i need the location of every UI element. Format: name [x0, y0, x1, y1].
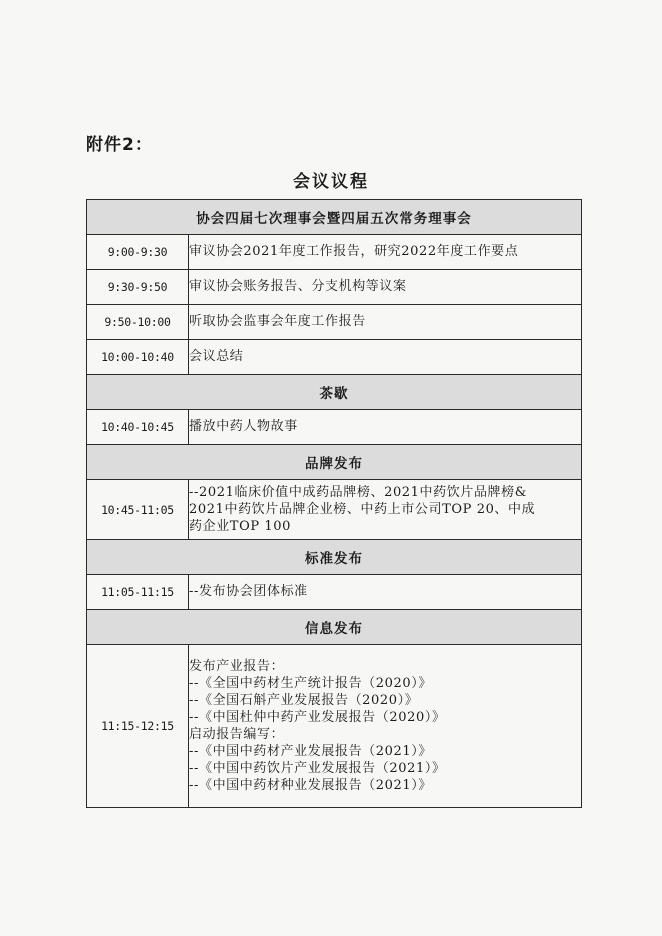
content-cell: 审议协会账务报告、分支机构等议案 — [189, 270, 582, 305]
time-cell: 9:50-10:00 — [87, 305, 189, 340]
content-line: 发布产业报告： — [189, 659, 285, 674]
agenda-row — [87, 480, 582, 540]
agenda-row — [87, 235, 582, 270]
content-line: 2021中药饮片品牌企业榜、中药上市公司TOP 20、中成 — [189, 502, 536, 517]
time-cell: 10:00-10:40 — [87, 340, 189, 375]
agenda-row — [87, 340, 582, 375]
time-cell: 11:15-12:15 — [87, 645, 189, 808]
content-line: --《中国杜仲中药产业发展报告（2020）》 — [189, 710, 446, 725]
agenda-row — [87, 270, 582, 305]
content-line: --《全国石斛产业发展报告（2020）》 — [189, 693, 419, 708]
content-line: --《中国中药饮片产业发展报告（2021）》 — [189, 761, 446, 776]
agenda-row — [87, 645, 582, 808]
section-row — [87, 375, 582, 410]
section-header-brand: 品牌发布 — [87, 445, 582, 480]
attachment-label: 附件2： — [86, 135, 153, 155]
agenda-row — [87, 575, 582, 610]
content-line: 药企业TOP 100 — [189, 519, 292, 534]
section-row — [87, 540, 582, 575]
time-cell: 9:00-9:30 — [87, 235, 189, 270]
page-title: 会议议程 — [293, 172, 369, 192]
agenda-table — [86, 199, 582, 808]
content-cell: 播放中药人物故事 — [189, 410, 582, 445]
section-header-main: 协会四届七次理事会暨四届五次常务理事会 — [87, 200, 582, 235]
section-row — [87, 610, 582, 645]
content-cell — [189, 645, 582, 808]
content-line: --《全国中药材生产统计报告（2020）》 — [189, 676, 432, 691]
content-cell — [189, 480, 582, 540]
time-cell: 9:30-9:50 — [87, 270, 189, 305]
time-cell: 10:45-11:05 — [87, 480, 189, 540]
section-header-standard: 标准发布 — [87, 540, 582, 575]
agenda-row — [87, 410, 582, 445]
content-line: --《中国中药材产业发展报告（2021）》 — [189, 744, 432, 759]
content-line: --2021临床价值中成药品牌榜、2021中药饮片品牌榜& — [189, 485, 527, 500]
section-row — [87, 445, 582, 480]
section-header-tea: 茶歇 — [87, 375, 582, 410]
content-cell: --发布协会团体标准 — [189, 575, 582, 610]
content-cell: 听取协会监事会年度工作报告 — [189, 305, 582, 340]
content-line: --《中国中药材种业发展报告（2021）》 — [189, 778, 432, 793]
time-cell: 10:40-10:45 — [87, 410, 189, 445]
content-cell: 审议协会2021年度工作报告，研究2022年度工作要点 — [189, 235, 582, 270]
section-row — [87, 200, 582, 235]
time-cell: 11:05-11:15 — [87, 575, 189, 610]
agenda-row — [87, 305, 582, 340]
section-header-info: 信息发布 — [87, 610, 582, 645]
content-cell: 会议总结 — [189, 340, 582, 375]
content-line: 启动报告编写： — [189, 727, 285, 742]
